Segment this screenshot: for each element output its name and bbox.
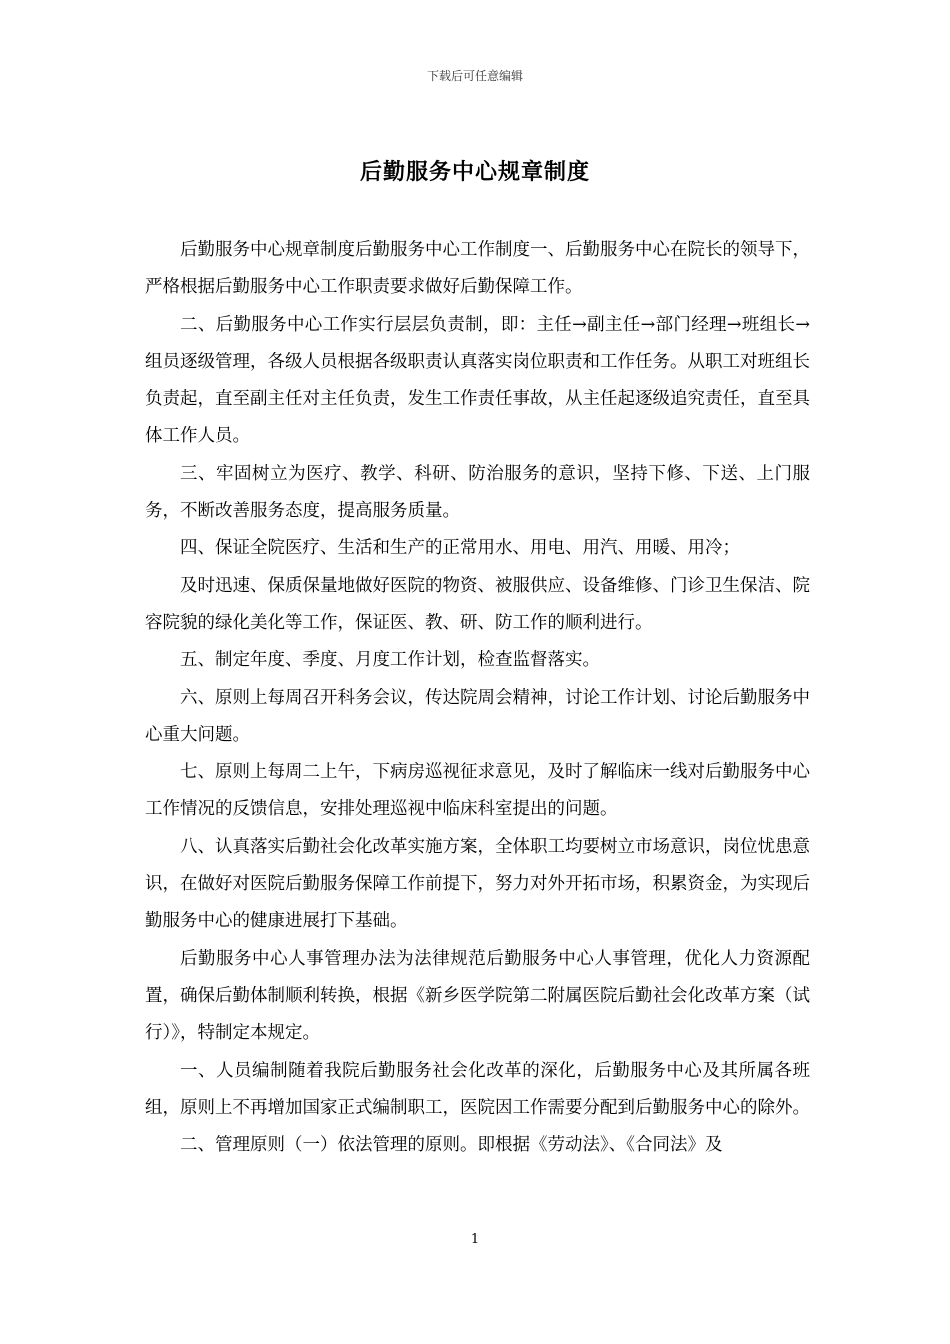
paragraph: 后勤服务中心人事管理办法为法律规范后勤服务中心人事管理，优化人力资源配置，确保后勤体制顺利转换，根据《新乡医学院第二附属医院后勤社会化改革方案（试行）》，特制定本规定。	[145, 948, 810, 1044]
paragraph: 四、保证全院医疗、生活和生产的正常用水、用电、用汽、用暖、用冷；	[180, 538, 740, 559]
paragraph: 后勤服务中心规章制度后勤服务中心工作制度一、后勤服务中心在院长的领导下，严格根据后勤服务中心工作职责要求做好后勤保障工作。	[145, 240, 810, 298]
paragraph: 七、原则上每周二上午，下病房巡视征求意见，及时了解临床一线对后勤服务中心工作情况的反馈信息，安排处理巡视中临床科室提出的问题。	[145, 762, 810, 820]
paragraph: 三、牢固树立为医疗、教学、科研、防治服务的意识，坚持下修、下送、上门服务，不断改善服务态度，提高服务质量。	[145, 463, 810, 522]
page-header-note: 下载后可任意编辑	[426, 69, 523, 83]
paragraph: 五、制定年度、季度、月度工作计划，检查监督落实。	[180, 650, 600, 671]
paragraph: 六、原则上每周召开科务会议，传达院周会精神，讨论工作计划、讨论后勤服务中心重大问题。	[145, 687, 810, 745]
paragraph: 八、认真落实后勤社会化改革实施方案，全体职工均要树立市场意识，岗位忧患意识，在做好对医院后勤服务保障工作前提下，努力对外开拓市场，积累资金，为实现后勤服务中心的健康进展打下基础。	[145, 836, 810, 932]
paragraph: 及时迅速、保质保量地做好医院的物资、被服供应、设备维修、门诊卫生保洁、院容院貌的绿化美化等工作，保证医、教、研、防工作的顺利进行。	[145, 575, 810, 633]
page-number: 1	[470, 1232, 480, 1247]
document-title: 后勤服务中心规章制度	[359, 160, 590, 185]
document-body	[145, 232, 810, 1164]
paragraph: 一、人员编制随着我院后勤服务社会化改革的深化，后勤服务中心及其所属各班组，原则上不再增加国家正式编制职工，医院因工作需要分配到后勤服务中心的除外。	[145, 1060, 810, 1118]
paragraph: 二、后勤服务中心工作实行层层负责制，即：主任→副主任→部门经理→班组长→组员逐级管理，各级人员根据各级职责认真落实岗位职责和工作任务。从职工对班组长负责起，直至副主任对主任负责，发生工作责任事故，从主任起逐级追究责任，直至具体工作人员。	[145, 314, 810, 447]
paragraph: 二、管理原则（一）依法管理的原则。即根据《劳动法》、《合同法》及	[180, 1135, 723, 1156]
